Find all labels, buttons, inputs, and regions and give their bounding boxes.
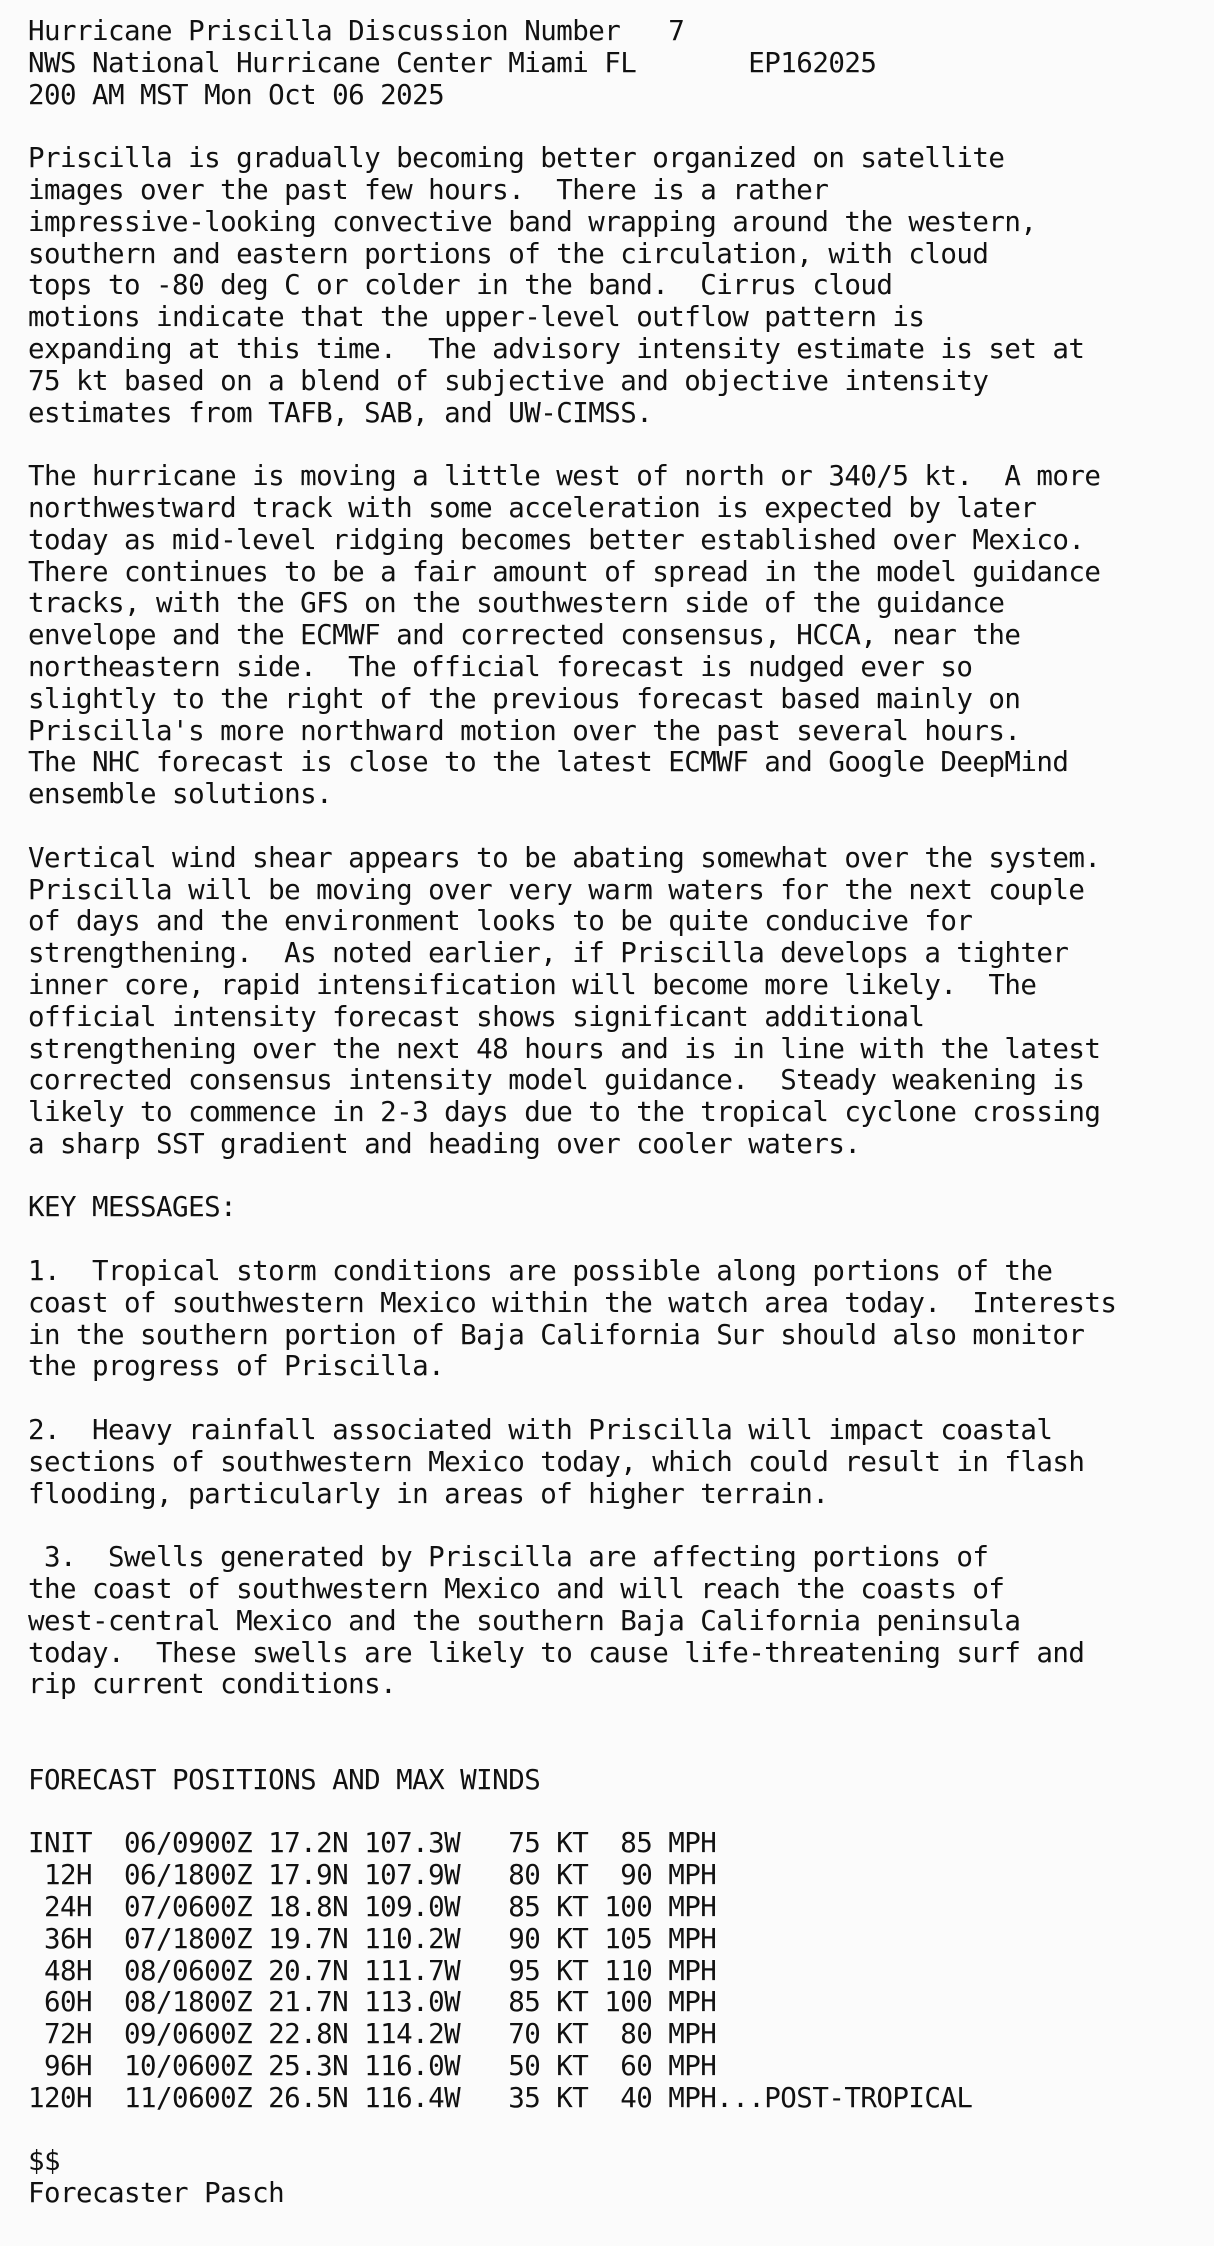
key-message-3: 3. Swells generated by Priscilla are affecting portions of the coast of southwestern Mexico and will reach the coasts of west-central Mexico and the southern Baja California peninsula today. These swells are likely to cause life-threatening surf and rip current conditions. (28, 1541, 1085, 1701)
end-marker: $$ (28, 2145, 61, 2178)
header-title: Hurricane Priscilla Discussion Number 7 (28, 15, 685, 47)
discussion-paragraph-1: Priscilla is gradually becoming better organized on satellite images over the past few hours. There is a rather impressive-looking convective band wrapping around the western, southern and eastern portions of the circulation, with cloud tops to -80 deg C or colder in the band. Cirrus cloud motions indicate that the upper-level outflow pattern is expanding at this time. The advisory intensity estimate is set at 75 kt based on a blend of subjective and objective intensity estimates from TAFB, SAB, and UW-CIMSS. (28, 142, 1085, 429)
forecast-row: 12H 06/1800Z 17.9N 107.9W 80 KT 90 MPH (28, 1859, 717, 1892)
forecast-row: 96H 10/0600Z 25.3N 116.0W 50 KT 60 MPH (28, 2050, 717, 2082)
forecast-heading: FORECAST POSITIONS AND MAX WINDS (28, 1763, 541, 1796)
forecast-row: 120H 11/0600Z 26.5N 116.4W 35 KT 40 MPH...POST-TROPICAL (28, 2081, 973, 2114)
header-date: 200 AM MST Mon Oct 06 2025 (28, 78, 445, 111)
forecast-row: 36H 07/1800Z 19.7N 110.2W 90 KT 105 MPH (28, 1922, 717, 1955)
forecast-row: 48H 08/0600Z 20.7N 111.7W 95 KT 110 MPH (28, 1954, 717, 1987)
key-messages-heading: KEY MESSAGES: (28, 1191, 237, 1224)
forecast-row: INIT 06/0900Z 17.2N 107.3W 75 KT 85 MPH (28, 1827, 717, 1860)
discussion-paragraph-3: Vertical wind shear appears to be abating somewhat over the system. Priscilla will be moving over very warm waters for the next couple of days and the environment looks to be quite conducive for strengthening. As noted earlier, if Priscilla develops a tighter inner core, rapid intensification will become more likely. The official intensity forecast shows significant additional strengthening over the next 48 hours and is in line with the latest corrected consensus intensity model guidance. Steady weakening is likely to commence in 2-3 days due to the tropical cyclone crossing a sharp SST gradient and heading over cooler waters. (28, 841, 1101, 1160)
forecast-table (28, 1828, 1186, 2114)
header-office: NWS National Hurricane Center Miami FL EP162025 (28, 46, 877, 79)
forecast-row: 60H 08/1800Z 21.7N 113.0W 85 KT 100 MPH (28, 1986, 717, 2019)
forecast-row: 24H 07/0600Z 18.8N 109.0W 85 KT 100 MPH (28, 1891, 717, 1924)
forecast-row: 72H 09/0600Z 22.8N 114.2W 70 KT 80 MPH (28, 2018, 717, 2051)
key-message-2: 2. Heavy rainfall associated with Priscilla will impact coastal sections of southwestern Mexico today, which could result in flash flooding, particularly in areas of higher terrain. (28, 1414, 1085, 1510)
discussion-paragraph-2: The hurricane is moving a little west of north or 340/5 kt. A more northwestward track with some acceleration is expected by later today as mid-level ridging becomes better established over Mexico. There continues to be a fair amount of spread in the model guidance tracks, with the GFS on the southwestern side of the guidance envelope and the ECMWF and corrected consensus, HCCA, near the northeastern side. The official forecast is nudged ever so slightly to the right of the previous forecast based mainly on Priscilla's more northward motion over the past several hours. The NHC forecast is close to the latest ECMWF and Google DeepMind ensemble solutions. (28, 460, 1101, 811)
key-message-1: 1. Tropical storm conditions are possible along portions of the coast of southwestern Mexico within the watch area today. Interests in the southern portion of Baja California Sur should also monitor the progress of Priscilla. (28, 1255, 1117, 1383)
forecaster-signature: Forecaster Pasch (28, 2177, 285, 2210)
